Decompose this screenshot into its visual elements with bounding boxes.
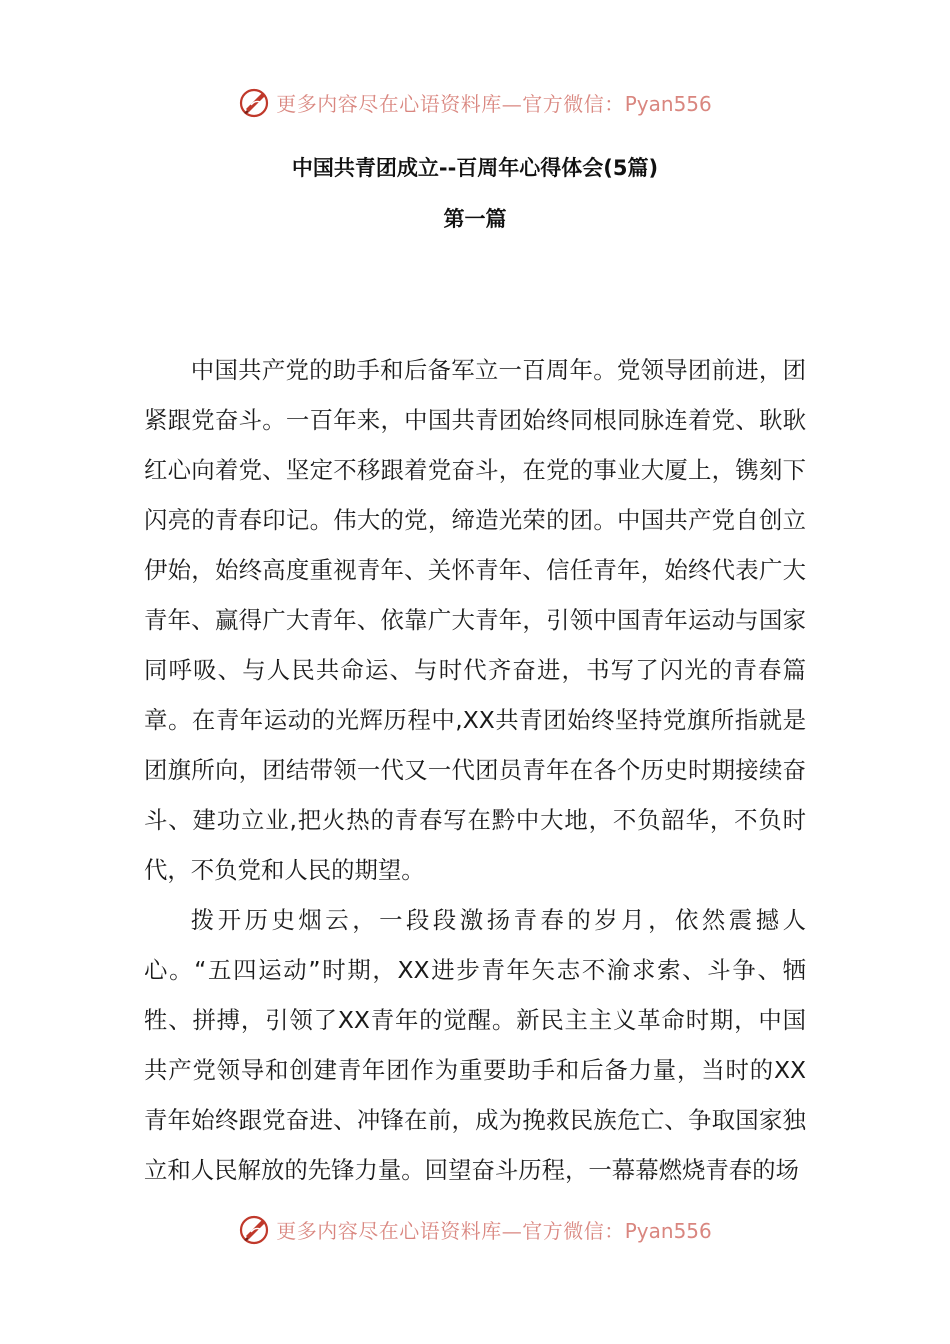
document-body [144, 345, 806, 1195]
paragraph-2: 拨开历史烟云，一段段激扬青春的岁月，依然震撼人心。“五四运动”时期，XX进步青年矢志不渝求索、斗争、牺牲、拼搏，引领了XX青年的觉醒。新民主主义革命时期，中国共产党领导和创建青年团作为重要助手和后备力量，当时的XX青年始终跟党奋进、冲锋在前，成为挽救民族危亡、争取国家独立和人民解放的先锋力量。回望奋斗历程，一幕幕燃烧青春的场 [144, 906, 806, 1184]
header-watermark-banner [0, 82, 950, 122]
writing-hand-logo-icon [238, 1212, 272, 1246]
wechat-handle: Pyan556 [624, 91, 712, 116]
document-subtitle: 第一篇 [443, 207, 507, 231]
wechat-handle: Pyan556 [624, 1218, 712, 1243]
writing-hand-logo-icon [238, 85, 272, 119]
document-title: 中国共青团成立--百周年心得体会(5篇) [291, 156, 659, 180]
watermark-text: 更多内容尽在心语资料库—官方微信：Pyan556 [276, 91, 712, 116]
footer-watermark-banner [0, 1209, 950, 1249]
watermark-text: 更多内容尽在心语资料库—官方微信：Pyan556 [276, 1218, 712, 1243]
paragraph-1: 中国共产党的助手和后备军立一百周年。党领导团前进，团紧跟党奋斗。一百年来，中国共青团始终同根同脉连着党、耿耿红心向着党、坚定不移跟着党奋斗，在党的事业大厦上，镌刻下闪亮的青春印记。伟大的党，缔造光荣的团。中国共产党自创立伊始，始终高度重视青年、关怀青年、信任青年，始终代表广大青年、赢得广大青年、依靠广大青年，引领中国青年运动与国家同呼吸、与人民共命运、与时代齐奋进，书写了闪光的青春篇章。在青年运动的光辉历程中,XX共青团始终坚持党旗所指就是团旗所向，团结带领一代又一代团员青年在各个历史时期接续奋斗、建功立业,把火热的青春写在黔中大地，不负韶华，不负时代，不负党和人民的期望。 [144, 356, 806, 884]
